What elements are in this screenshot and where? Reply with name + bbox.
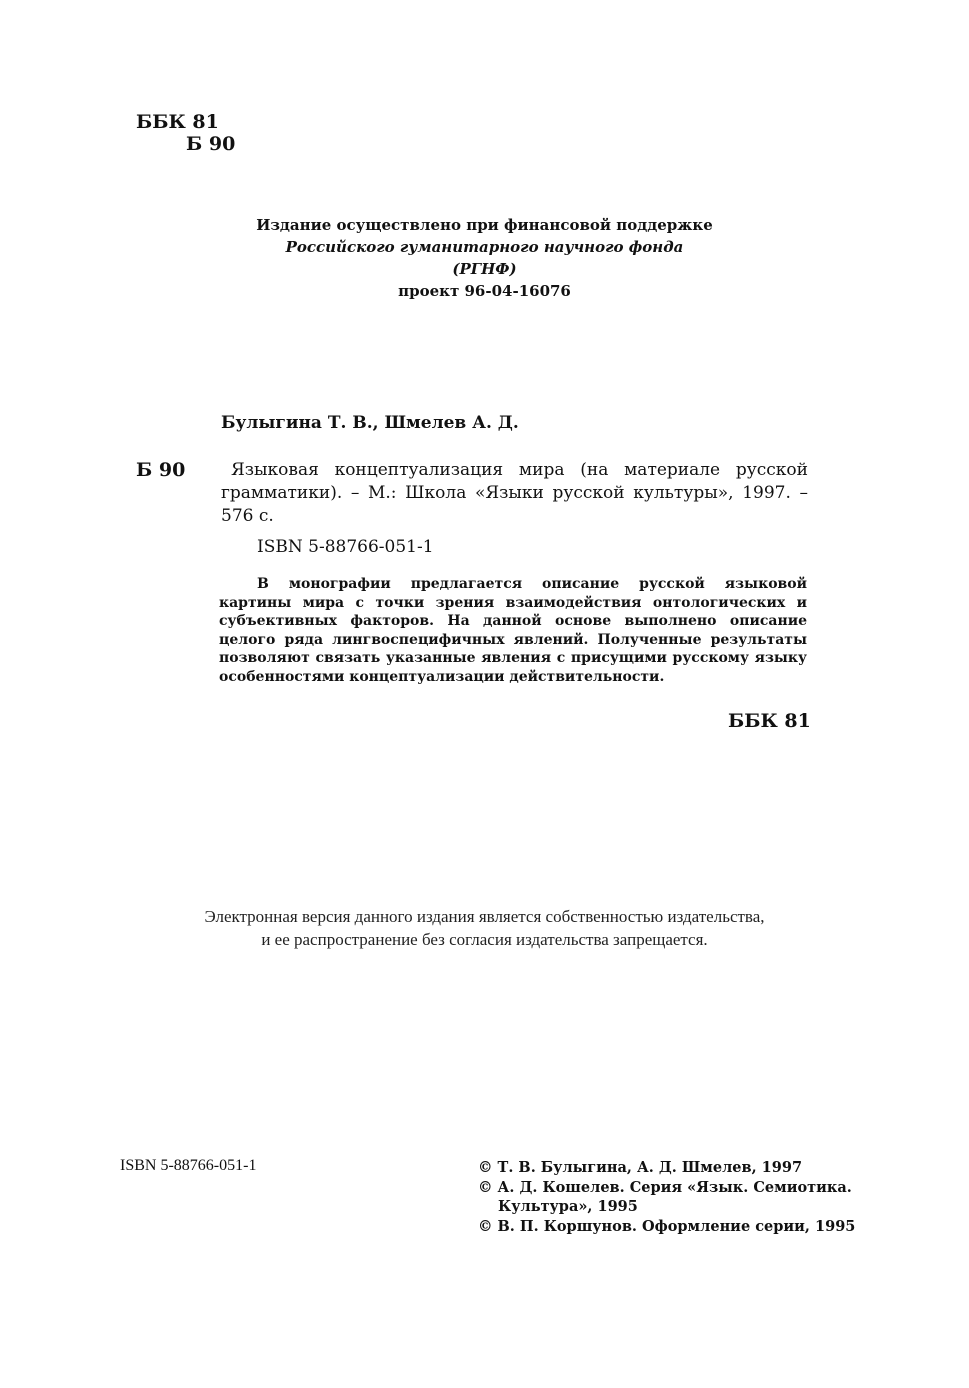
card-isbn: ISBN 5-88766-051-1 (257, 537, 434, 557)
abstract-paragraph: В монографии предлагается описание русской языковой картины мира с точки зрения взаимодействия онтологических и субъективных факторов. На данной основе выполнено описание целого ряда лингвоспецифичных явлений. Полученные результаты позволяют связать указанные явления с присущими русскому языку особенностями концептуализации действительности. (219, 576, 807, 685)
funding-foundation-abbr: (РГНФ) (452, 260, 517, 278)
copyright-block (478, 1158, 855, 1236)
funding-foundation-name: Российского гуманитарного научного фонда (285, 238, 684, 256)
notice-line-1: Электронная версия данного издания является собственностью издательства, (204, 907, 765, 926)
electronic-version-notice (0, 905, 969, 951)
bibliographic-description: Языковая концептуализация мира (на материале русской грамматики). – М.: Школа «Языки русской культуры», 1997. – 576 с. (221, 460, 808, 526)
copyright-line: Культура», 1995 (498, 1198, 638, 1215)
authors-heading: Булыгина Т. В., Шмелев А. Д. (221, 413, 519, 433)
funding-line: Издание осуществлено при финансовой поддержке (256, 216, 713, 234)
funding-project-number: проект 96-04-16076 (398, 282, 571, 300)
author-mark: Б 90 (186, 133, 236, 155)
card-author-mark: Б 90 (136, 459, 186, 481)
notice-line-2: и ее распространение без согласия издательства запрещается. (261, 930, 708, 949)
copyright-line: © Т. В. Булыгина, А. Д. Шмелев, 1997 (478, 1159, 803, 1176)
card-bbk-code: ББК 81 (728, 710, 811, 732)
bbk-classification-code: ББК 81 (136, 111, 219, 133)
funding-notice (0, 214, 969, 302)
footer-isbn: ISBN 5-88766-051-1 (120, 1157, 257, 1174)
copyright-line: © В. П. Коршунов. Оформление серии, 1995 (478, 1217, 856, 1235)
copyright-line: © А. Д. Кошелев. Серия «Язык. Семиотика. (478, 1178, 852, 1196)
